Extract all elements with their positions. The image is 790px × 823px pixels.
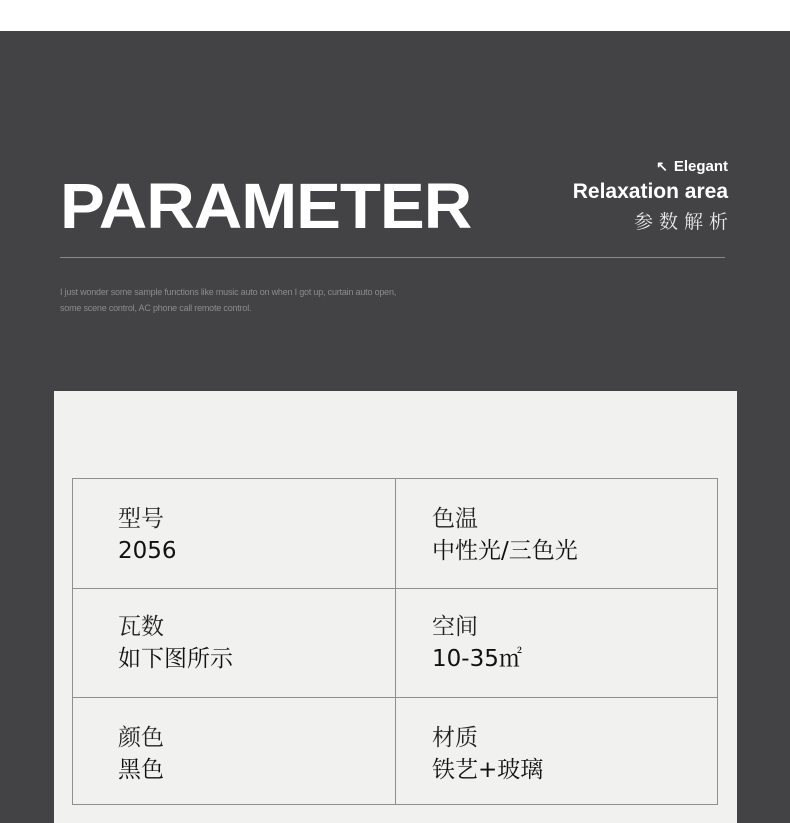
- description-line-2: some scene control, AC phone call remote control.: [60, 303, 252, 313]
- elegant-label: Elegant: [673, 158, 728, 175]
- table-row: [73, 479, 717, 588]
- param-cell-wattage: [73, 589, 396, 697]
- table-row: [73, 588, 717, 697]
- table-row: [73, 697, 717, 804]
- header-divider: [60, 257, 725, 258]
- param-value: 黑色: [118, 757, 164, 783]
- cn-subtitle: 参数解析: [633, 211, 734, 233]
- param-cell-material: [396, 698, 717, 804]
- param-cell-color: [73, 698, 396, 804]
- param-value: 中性光/三色光: [432, 538, 578, 564]
- param-label: 材质: [432, 725, 478, 751]
- param-label: 空间: [432, 614, 478, 640]
- page-title: PARAMETER: [60, 170, 472, 242]
- param-label: 色温: [432, 506, 478, 532]
- elegant-line: [573, 156, 728, 177]
- parameter-card: [54, 391, 737, 823]
- param-cell-space: [396, 589, 717, 697]
- param-label: 瓦数: [118, 614, 164, 640]
- description-line-1: I just wonder some sample functions like music auto on when I got up, curtain auto open,: [60, 287, 397, 297]
- param-value: 铁艺+玻璃: [432, 757, 544, 783]
- relaxation-label: Relaxation area: [572, 180, 728, 203]
- param-value: 2056: [118, 538, 177, 564]
- parameter-table: [72, 478, 718, 805]
- header-description: [60, 284, 480, 316]
- header-tagline: [572, 156, 734, 236]
- param-label: 颜色: [118, 725, 164, 751]
- param-value: 如下图所示: [118, 646, 233, 672]
- param-cell-model: [73, 479, 396, 588]
- arrow-up-left-icon: ↖: [656, 158, 668, 174]
- param-value: 10-35㎡: [432, 646, 522, 672]
- top-strip: [0, 0, 790, 31]
- param-label: 型号: [118, 506, 164, 532]
- param-cell-color-temp: [396, 479, 717, 588]
